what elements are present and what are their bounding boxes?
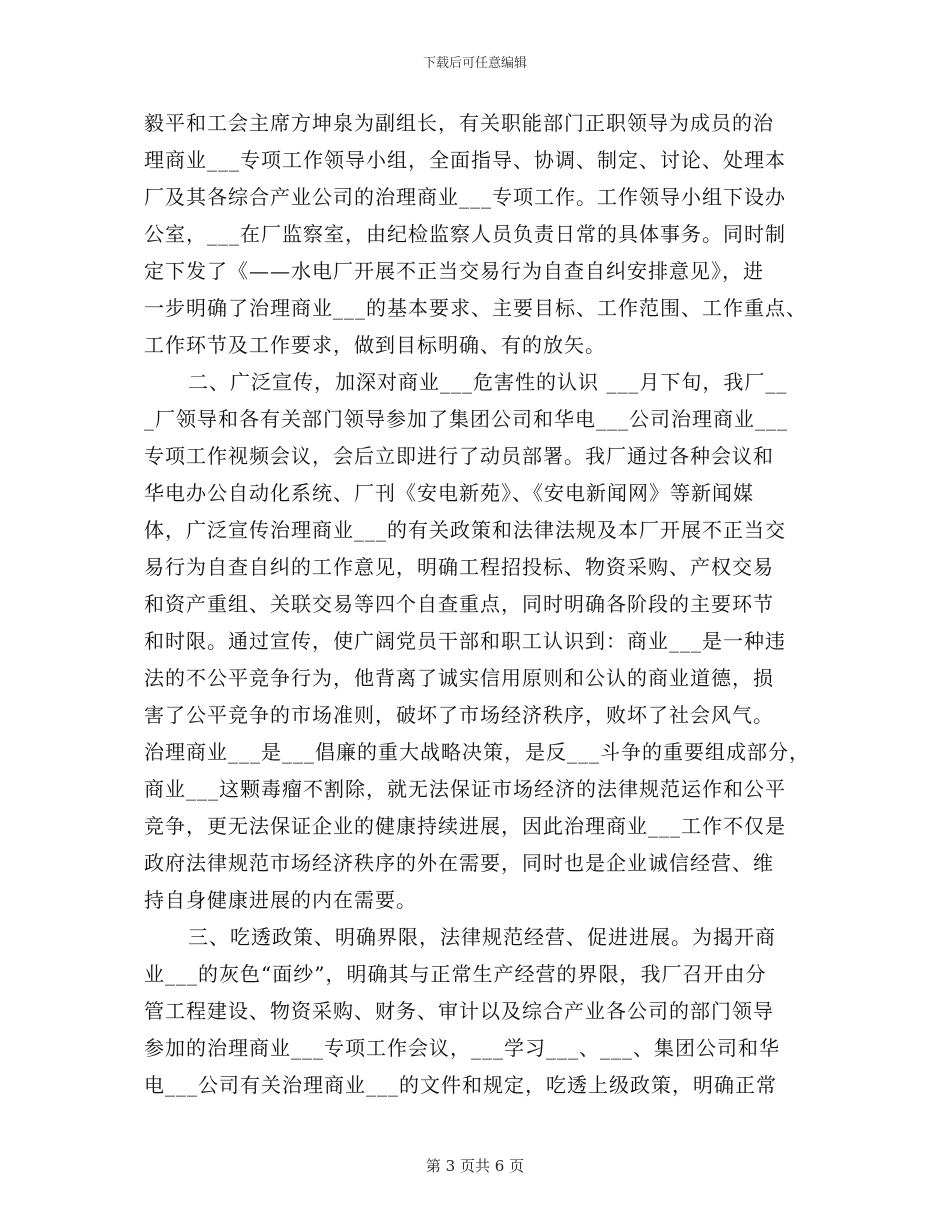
text-line: 治理商业___是___倡廉的重大战略决策，是反___斗争的重要组成部分， (144, 740, 810, 764)
text-line: _厂领导和各有关部门领导参加了集团公司和华电___公司治理商业___ (144, 407, 788, 431)
text-line: 厂及其各综合产业公司的治理商业___专项工作。工作领导小组下设办 (144, 185, 786, 209)
text-line: 工作环节及工作要求，做到目标明确、有的放矢。 (144, 333, 606, 357)
text-line: 体，广泛宣传治理商业___的有关政策和法律法规及本厂开展不正当交 (144, 518, 786, 542)
page-header: 下载后可任意编辑 (422, 56, 527, 71)
page-footer: 第 3 页共 6 页 (425, 1157, 525, 1175)
text-line: 易行为自查自纠的工作意见，明确工程招投标、物资采购、产权交易 (144, 555, 774, 579)
text-line: 定下发了《——水电厂开展不正当交易行为自查自纠安排意见》，进 (144, 259, 764, 283)
text-line: 业___的灰色“面纱”，明确其与正常生产经营的界限，我厂召开由分 (144, 962, 767, 986)
text-line: 管工程建设、物资采购、财务、审计以及综合产业各公司的部门领导 (144, 999, 774, 1023)
text-line: 持自身健康进展的内在需要。 (144, 888, 417, 912)
text-line: 理商业___专项工作领导小组，全面指导、协调、制定、讨论、处理本 (144, 148, 786, 172)
text-line: 参加的治理商业___专项工作会议，___学习___、___、集团公司和华 (144, 1036, 780, 1060)
text-line: 华电办公自动化系统、厂刊《安电新苑》、《安电新闻网》等新闻媒 (144, 481, 754, 505)
text-line: 毅平和工会主席方坤泉为副组长，有关职能部门正职领导为成员的治 (144, 111, 774, 135)
text-line: 专项工作视频会议，会后立即进行了动员部署。我厂通过各种会议和 (144, 444, 774, 468)
text-line: 三、吃透政策、明确界限，法律规范经营、促进进展。为揭开商 (188, 925, 776, 949)
text-line: 一步明确了治理商业___的基本要求、主要目标、工作范围、工作重点、 (144, 296, 807, 320)
text-line: 商业___这颗毒瘤不割除，就无法保证市场经济的法律规范运作和公平 (144, 777, 786, 801)
text-line: 法的不公平竞争行为，他背离了诚实信用原则和公认的商业道德，损 (144, 666, 774, 690)
text-line: 害了公平竞争的市场准则，破坏了市场经济秩序，败坏了社会风气。 (144, 703, 774, 727)
text-line: 公室，___在厂监察室，由纪检监察人员负责日常的具体事务。同时制 (144, 222, 786, 246)
text-line: 和时限。通过宣传，使广阔党员干部和职工认识到：商业___是一种违 (144, 629, 786, 653)
text-line: 政府法律规范市场经济秩序的外在需要，同时也是企业诚信经营、维 (144, 851, 774, 875)
text-line: 和资产重组、关联交易等四个自查重点，同时明确各阶段的主要环节 (144, 592, 774, 616)
text-line: 二、广泛宣传，加深对商业___危害性的认识 ___月下旬，我厂__ (188, 370, 788, 394)
text-line: 电___公司有关治理商业___的文件和规定，吃透上级政策，明确正常 (144, 1073, 777, 1097)
text-line: 竞争，更无法保证企业的健康持续进展，因此治理商业___工作不仅是 (144, 814, 786, 838)
